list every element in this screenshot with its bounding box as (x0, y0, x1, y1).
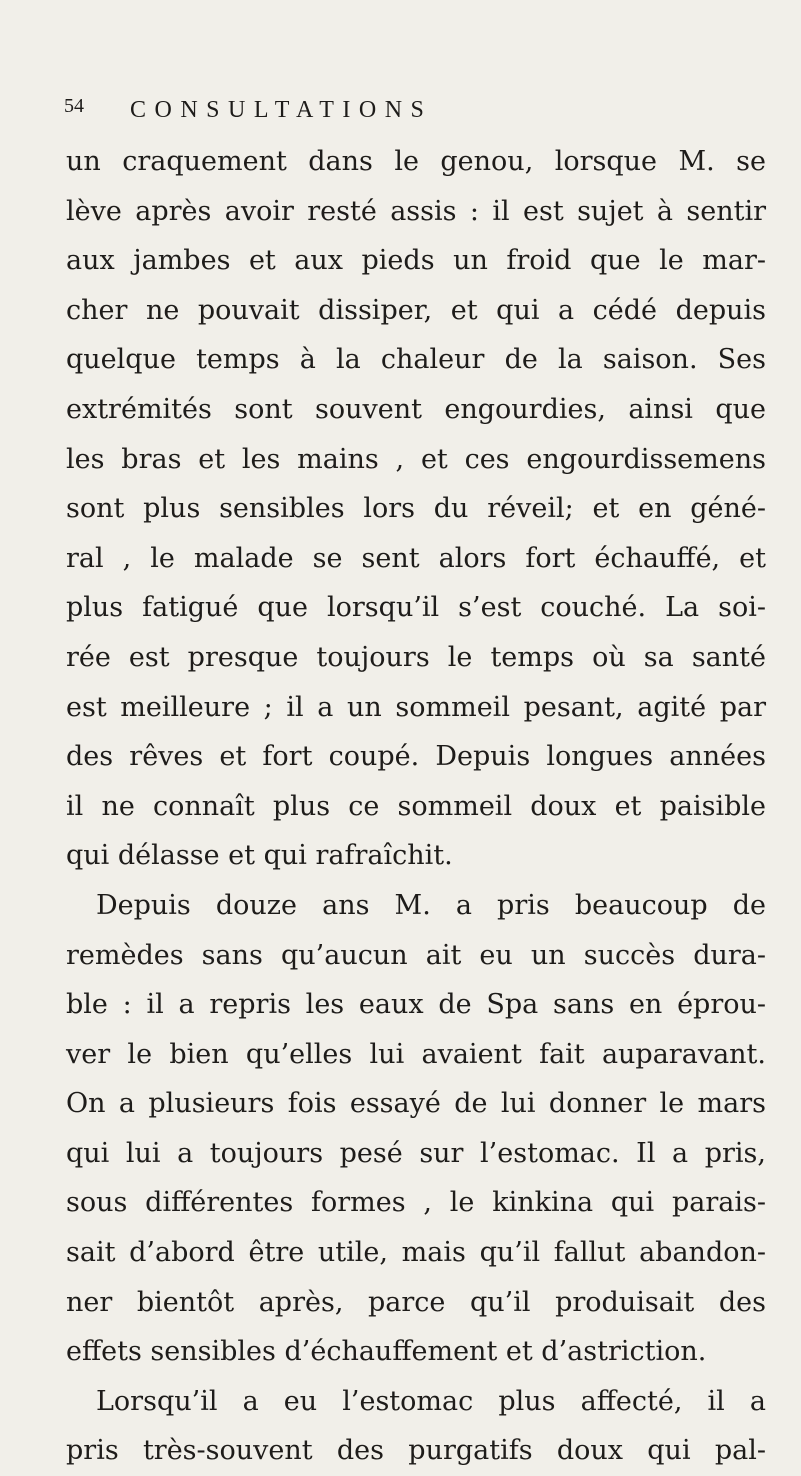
text-line: des rêves et fort coupé. Depuis longues années (66, 741, 766, 773)
text-line: Depuis douze ans M. a pris beaucoup de (96, 889, 766, 921)
text-line: qui délasse et qui rafraîchit. (66, 840, 453, 872)
text-line: remèdes sans qu’aucun ait eu un succès dura- (66, 939, 766, 971)
running-head: CONSULTATIONS (130, 97, 433, 123)
text-line: aux jambes et aux pieds un froid que le mar- (66, 245, 766, 277)
page-number: 54 (64, 95, 84, 117)
text-line: il ne connaît plus ce sommeil doux et paisible (66, 790, 766, 822)
text-line: ral , le malade se sent alors fort échauffé, et (66, 542, 766, 574)
text-line: ner bientôt après, parce qu’il produisait des (66, 1286, 766, 1318)
text-line: un craquement dans le genou, lorsque M. se (66, 146, 766, 177)
text-line: est meilleure ; il a un sommeil pesant, agité par (66, 691, 766, 723)
text-line: qui lui a toujours pesé sur l’estomac. Il a pris, (66, 1137, 766, 1169)
text-line: quelque temps à la chaleur de la saison. Ses (66, 344, 766, 376)
text-line: sont plus sensibles lors du réveil; et en géné- (66, 493, 766, 525)
text-line: plus fatigué que lorsqu’il s’est couché. La soi- (66, 592, 766, 624)
text-line: rée est presque toujours le temps où sa santé (66, 641, 766, 673)
text-line: lève après avoir resté assis : il est sujet à sentir (66, 195, 766, 227)
text-line: ver le bien qu’elles lui avaient fait auparavant. (66, 1038, 766, 1070)
text-line: cher ne pouvait dissiper, et qui a cédé depuis (66, 294, 766, 326)
text-line: effets sensibles d’échauffement et d’astriction. (66, 1336, 707, 1368)
text-line: les bras et les mains , et ces engourdissemens (66, 443, 766, 475)
text-line: pris très-souvent des purgatifs doux qui pal- (66, 1435, 766, 1467)
text-line: On a plusieurs fois essayé de lui donner le mars (66, 1088, 766, 1120)
text-line: sous différentes formes , le kinkina qui parais- (66, 1187, 766, 1219)
text-line: sait d’abord être utile, mais qu’il fallut abandon- (66, 1237, 766, 1269)
body-text (66, 137, 766, 1476)
text-line: extrémités sont souvent engourdies, ainsi que (66, 393, 766, 425)
text-line: Lorsqu’il a eu l’estomac plus affecté, il a (96, 1385, 766, 1417)
text-line: ble : il a repris les eaux de Spa sans en éprou- (66, 989, 766, 1021)
